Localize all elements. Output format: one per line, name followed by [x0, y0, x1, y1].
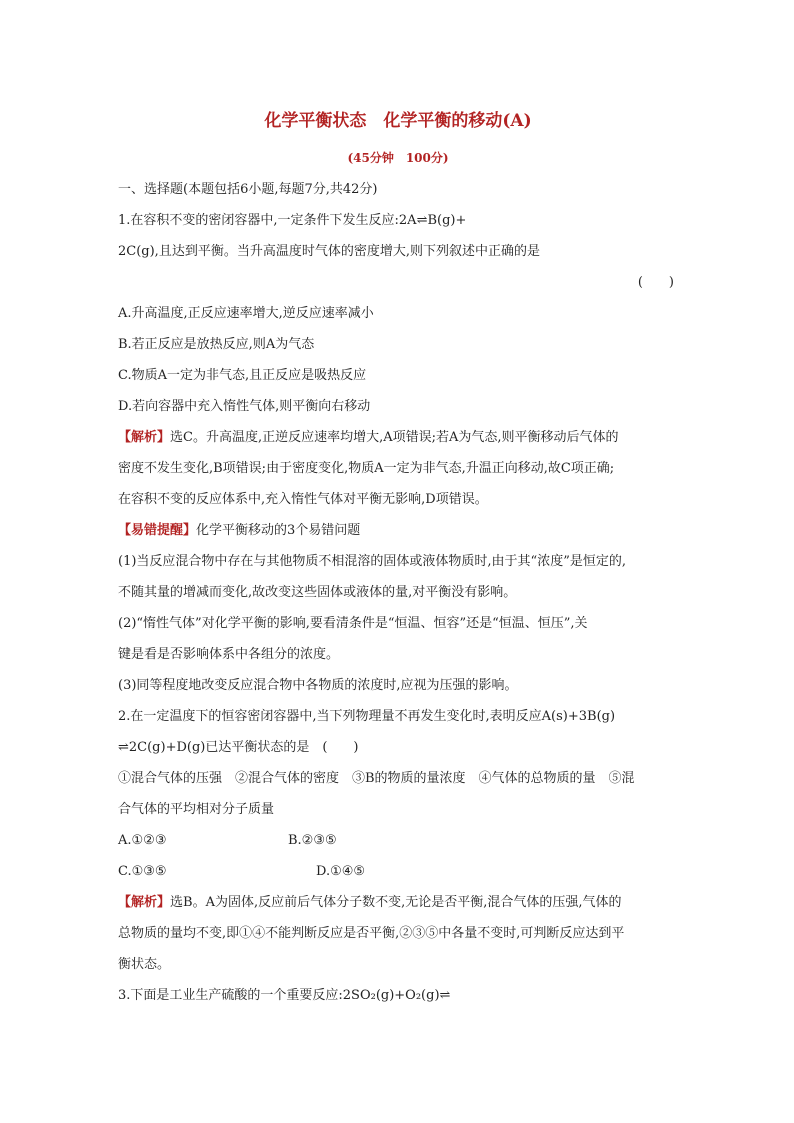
q2-options-row1	[118, 825, 678, 856]
q1-analysis-line1	[118, 422, 678, 453]
q2-stem-line1: 2.在一定温度下的恒容密闭容器中,当下列物理量不再发生变化时,表明反应A(s)+3B(g)	[118, 709, 616, 724]
section-header: 一、选择题(本题包括6小题,每题7分,共42分)	[118, 182, 378, 197]
tip-line-2: 不随其量的增减而变化,故改变这些固体或液体的量,对平衡没有影响。	[118, 585, 517, 600]
q1-analysis-line2: 密度不发生变化,B项错误;由于密度变化,物质A一定为非气态,升温正向移动,故C项正确;	[118, 461, 615, 476]
q1-option-a: A.升高温度,正反应速率增大,逆反应速率减小	[118, 306, 374, 321]
q1-option-c: C.物质A一定为非气态,且正反应是吸热反应	[118, 368, 367, 383]
q2-option-a: A.①②③	[118, 833, 167, 848]
tip-line-4: 键是看是否影响体系中各组分的浓度。	[118, 647, 340, 662]
q1-stem-line2: 2C(g),且达到平衡。当升高温度时气体的密度增大,则下列叙述中正确的是	[118, 244, 540, 259]
q3-stem-line1: 3.下面是工业生产硫酸的一个重要反应:2SO₂(g)+O₂(g)⇌	[118, 988, 451, 1003]
document-page	[118, 100, 678, 1011]
tip-heading: 化学平衡移动的3个易错问题	[196, 523, 361, 538]
q2-items-line2: 合气体的平均相对分子质量	[118, 802, 275, 817]
tip-heading-line	[118, 515, 678, 546]
analysis-text: 选C。升高温度,正逆反应速率均增大,A项错误;若A为气态,则平衡移动后气体的	[170, 430, 619, 445]
exam-info: (45分钟 100分)	[347, 151, 449, 165]
tip-line-5: (3)同等程度地改变反应混合物中各物质的浓度时,应视为压强的影响。	[118, 678, 518, 693]
q2-options-row2	[118, 856, 678, 887]
q2-option-d: D.①④⑤	[316, 864, 366, 879]
q1-analysis-line3: 在容积不变的反应体系中,充入惰性气体对平衡无影响,D项错误。	[118, 492, 488, 507]
q2-items-line1: ①混合气体的压强 ②混合气体的密度 ③B的物质的量浓度 ④气体的总物质的量 ⑤混	[118, 771, 635, 786]
tip-line-3: (2)“惰性气体”对化学平衡的影响,要看清条件是“恒温、恒容”还是“恒温、恒压”,关	[118, 616, 588, 631]
q1-stem-line1: 1.在容积不变的密闭容器中,一定条件下发生反应:2A⇌B(g)+	[118, 213, 467, 228]
tip-label: 【易错提醒】	[118, 523, 197, 538]
q1-option-d: D.若向容器中充入惰性气体,则平衡向右移动	[118, 399, 371, 414]
q1-answer-paren: ( )	[637, 275, 674, 290]
analysis-text: 选B。A为固体,反应前后气体分子数不变,无论是否平衡,混合气体的压强,气体的	[170, 895, 622, 910]
tip-line-1: (1)当反应混合物中存在与其他物质不相混溶的固体或液体物质时,由于其“浓度”是恒定的,	[118, 554, 626, 569]
page-title: 化学平衡状态 化学平衡的移动(A)	[264, 111, 532, 131]
analysis-label: 【解析】	[118, 895, 171, 910]
q2-analysis-line1	[118, 887, 678, 918]
q2-analysis-line2: 总物质的量均不变,即①④不能判断反应是否平衡,②③⑤中各量不变时,可判断反应达到平	[118, 926, 625, 941]
q2-option-c: C.①③⑤	[118, 864, 167, 879]
q2-stem-line2: ⇌2C(g)+D(g)已达平衡状态的是 ( )	[118, 740, 359, 755]
q2-option-b: B.②③⑤	[288, 833, 337, 848]
q1-option-b: B.若正反应是放热反应,则A为气态	[118, 337, 315, 352]
q2-analysis-line3: 衡状态。	[118, 957, 171, 972]
analysis-label: 【解析】	[118, 430, 171, 445]
